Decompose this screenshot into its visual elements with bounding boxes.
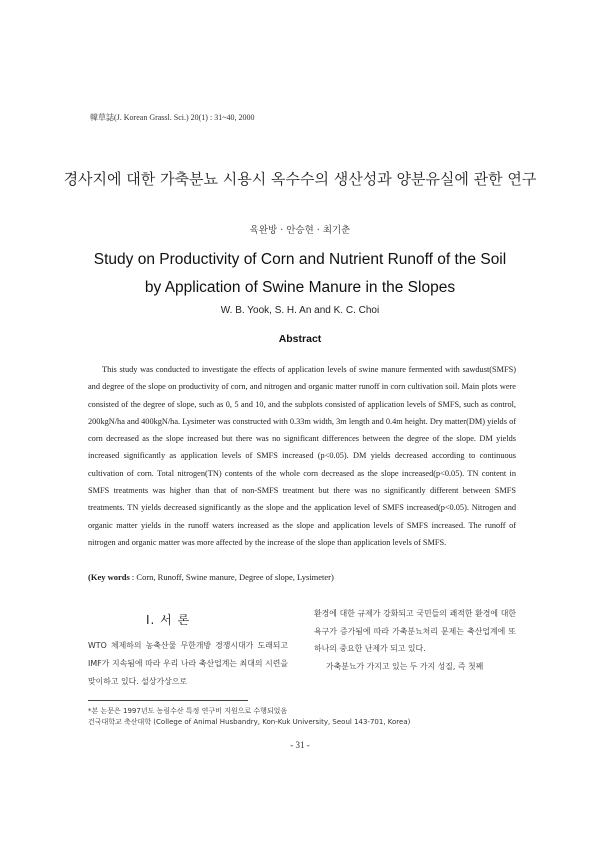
footnote-divider bbox=[88, 700, 248, 701]
abstract-heading: Abstract bbox=[278, 333, 322, 345]
footnotes bbox=[88, 706, 528, 728]
korean-authors: 육완방 · 안승현 · 최기춘 bbox=[249, 225, 351, 236]
abstract-text: This study was conducted to investigate the effects of application levels of swine manure fermented with sawdust(SMFS) and degree of the slope on productivity of corn, and nitrogen and organic matter runoff in corn cultivation soil. Main plots were consisted of the degree of slope, such as 0, 5 and 10, and the subplots consisted of application levels of SMFS, such as control, 200kgN/ha and 400kgN/ha. Lysimeter was constructed with 0.33m width, 3m length and 0.4m height. Dry matter(DM) yields of corn decreased as the slope increased but there was no significant differences between the degree of the slope. DM yields increased significantly as application levels of SMFS increased (p<0.05). DM yields decreased according to continuous cultivation of corn. Total nitrogen(TN) contents of the whole corn decreased as the slope increased(p<0.05). TN content in SMFS treatments was higher than that of non-SMFS treatment but there was no significantly different between SMFS treatments. TN yields decreased significantly as the slope and the application level of SMFS increased(p<0.05). Nitrogen and organic matter yields in the runoff waters increased as the slope and application levels of SMFS increased. The runoff of nitrogen and organic matter was more affected by the increase of the slope than application levels of SMFS. bbox=[88, 365, 516, 547]
page-number: - 31 - bbox=[290, 740, 310, 750]
keywords bbox=[88, 572, 516, 582]
journal-reference: 韓草誌(J. Korean Grassl. Sci.) 20(1) : 31~40, 2000 bbox=[90, 113, 255, 122]
english-title-line-1: Study on Productivity of Corn and Nutrient Runoff of the Soil bbox=[93, 251, 507, 268]
footnote-funding: *본 논문은 1997년도 농림수산 특정 연구비 지원으로 수행되었음 bbox=[88, 707, 288, 715]
english-title bbox=[40, 246, 560, 302]
intro-left-column: WTO 체제하의 농축산물 무한개방 경쟁시대가 도래되고 IMF가 지속됨에 따라 우리 나라 축산업계는 최대의 시련을 맞이하고 있다. 설상가상으로 bbox=[88, 641, 288, 686]
intro-right-paragraph-2: 가축분뇨가 가지고 있는 두 가지 성질, 즉 첫째 bbox=[326, 661, 484, 671]
korean-title: 경사지에 대한 가축분뇨 시용시 옥수수의 생산성과 양분유실에 관한 연구 bbox=[63, 170, 537, 188]
keywords-label: (Key words bbox=[88, 572, 130, 582]
section-heading-introduction: Ⅰ. 서 론 bbox=[146, 613, 191, 627]
intro-right-column bbox=[314, 605, 516, 675]
english-title-line-2: by Application of Swine Manure in the Slopes bbox=[144, 279, 456, 296]
footnote-affiliation: 건국대학교 축산대학 (College of Animal Husbandry, Kon-Kuk University, Seoul 143-701, Korea) bbox=[88, 718, 411, 726]
intro-right-paragraph-1: 환경에 대한 규제가 강화되고 국민들의 쾌적한 환경에 대한 욕구가 증가됨에 따라 가축분뇨처리 문제는 축산업계에 또 하나의 중요한 난제가 되고 있다. bbox=[314, 609, 516, 653]
english-authors: W. B. Yook, S. H. An and K. C. Choi bbox=[220, 305, 380, 316]
keywords-list: : Corn, Runoff, Swine manure, Degree of slope, Lysimeter) bbox=[131, 572, 334, 582]
